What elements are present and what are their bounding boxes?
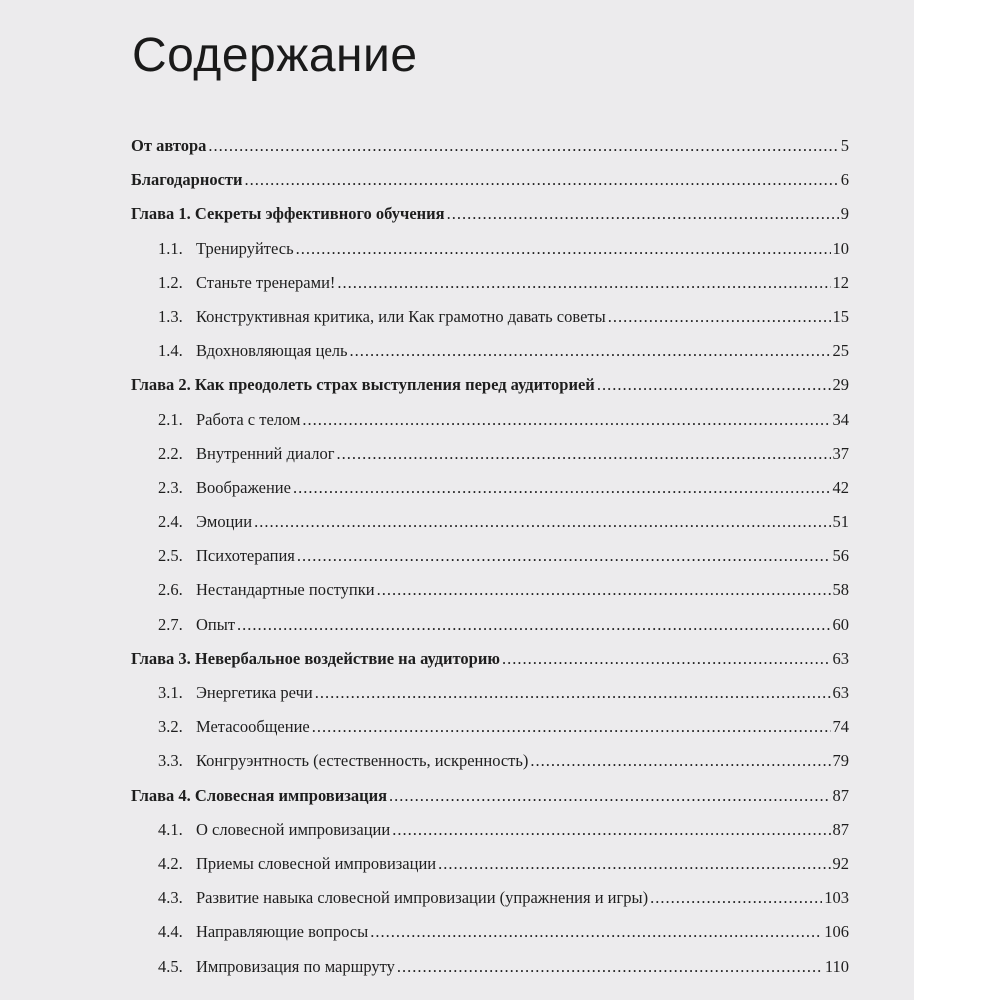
entry-title: Глава 2. Как преодолеть страх выступления перед аудиторией xyxy=(131,375,595,395)
toc-section-entry xyxy=(131,615,849,649)
toc-section-entry xyxy=(131,512,849,546)
dot-leader xyxy=(650,888,822,908)
table-of-contents xyxy=(131,136,849,991)
section-number: 4.4. xyxy=(158,922,183,942)
page-number: 34 xyxy=(832,409,849,429)
section-number: 2.2. xyxy=(158,443,183,463)
dot-leader xyxy=(297,546,831,566)
page-number: 10 xyxy=(832,238,849,258)
section-number: 3.2. xyxy=(158,717,183,737)
dot-leader xyxy=(254,512,830,532)
toc-chapter-entry xyxy=(131,786,849,820)
toc-section-entry xyxy=(131,957,849,991)
entry-title: Воображение xyxy=(196,477,291,497)
entry-title: О словесной импровизации xyxy=(196,819,391,839)
page-number: 58 xyxy=(832,580,849,600)
dot-leader xyxy=(447,204,839,224)
toc-chapter-entry xyxy=(131,649,849,683)
entry-title: Опыт xyxy=(196,614,236,634)
page-number: 63 xyxy=(832,683,849,702)
entry-title: Глава 1. Секреты эффективного обучения xyxy=(131,204,445,224)
entry-title: Глава 3. Невербальное воздействие на аудиторию xyxy=(131,648,500,668)
page-number: 92 xyxy=(832,853,849,873)
section-number: 1.2. xyxy=(158,272,183,292)
section-number: 4.1. xyxy=(158,819,183,839)
dot-leader xyxy=(392,820,830,840)
entry-title: Благодарности xyxy=(131,170,243,190)
entry-title: Работа с телом xyxy=(196,409,301,429)
toc-section-entry xyxy=(131,922,849,956)
entry-title: Метасообщение xyxy=(196,717,310,737)
toc-chapter-entry xyxy=(131,204,849,238)
dot-leader xyxy=(438,854,830,874)
page-number: 87 xyxy=(832,819,849,839)
toc-section-entry xyxy=(131,307,849,341)
page-number: 9 xyxy=(840,204,849,224)
entry-title: Эмоции xyxy=(196,512,253,532)
entry-title: Психотерапия xyxy=(196,546,295,566)
entry-title: Развитие навыка словесной импровизации (упражнения и игры) xyxy=(196,888,649,908)
page-number: 60 xyxy=(832,614,849,634)
toc-section-entry xyxy=(131,410,849,444)
page-number: 79 xyxy=(832,751,849,771)
entry-title: Глава 4. Словесная импровизация xyxy=(131,785,388,805)
entry-title: Конгруэнтность (естественность, искренность) xyxy=(196,751,529,771)
dot-leader xyxy=(350,341,831,361)
toc-section-entry xyxy=(131,341,849,375)
toc-section-entry xyxy=(131,683,849,717)
toc-section-entry xyxy=(131,546,849,580)
page-number: 25 xyxy=(832,341,849,361)
page-number: 15 xyxy=(832,306,849,326)
page-number: 37 xyxy=(832,443,849,463)
entry-title: Тренируйтесь xyxy=(196,238,294,258)
section-number: 2.4. xyxy=(158,512,183,532)
toc-section-entry xyxy=(131,444,849,478)
dot-leader xyxy=(312,717,831,737)
toc-chapter-entry xyxy=(131,375,849,409)
entry-title: Внутренний диалог xyxy=(196,443,335,463)
dot-leader xyxy=(597,375,831,395)
dot-leader xyxy=(370,922,822,942)
dot-leader xyxy=(608,307,831,327)
toc-section-entry xyxy=(131,717,849,751)
entry-title: Импровизация по маршруту xyxy=(196,956,395,976)
section-number: 1.4. xyxy=(158,341,183,361)
section-number: 3.3. xyxy=(158,751,183,771)
section-number: 1.3. xyxy=(158,306,183,326)
toc-section-entry xyxy=(131,478,849,512)
page-number: 103 xyxy=(824,888,849,908)
entry-title: Приемы словесной импровизации xyxy=(196,853,437,873)
entry-title: Нестандартные поступки xyxy=(196,580,375,600)
section-number: 2.6. xyxy=(158,580,183,600)
toc-section-entry xyxy=(131,854,849,888)
section-number: 2.5. xyxy=(158,546,183,566)
dot-leader xyxy=(296,239,831,259)
section-number: 4.3. xyxy=(158,888,183,908)
dot-leader xyxy=(293,478,831,498)
page-number: 42 xyxy=(832,477,849,497)
dot-leader xyxy=(337,273,830,293)
page-number: 5 xyxy=(840,136,849,155)
dot-leader xyxy=(502,649,831,669)
page-number: 74 xyxy=(832,717,849,737)
entry-title: Вдохновляющая цель xyxy=(196,341,348,361)
section-number: 2.7. xyxy=(158,614,183,634)
section-number: 4.5. xyxy=(158,956,183,976)
page-number: 63 xyxy=(832,648,849,668)
toc-chapter-entry xyxy=(131,136,849,170)
toc-chapter-entry xyxy=(131,170,849,204)
section-number: 2.3. xyxy=(158,477,183,497)
dot-leader xyxy=(245,170,839,190)
toc-section-entry xyxy=(131,888,849,922)
page-title: Содержание xyxy=(132,29,418,82)
dot-leader xyxy=(237,615,830,635)
page-number: 12 xyxy=(832,272,849,292)
toc-section-entry xyxy=(131,239,849,273)
page-number: 87 xyxy=(832,785,849,805)
entry-title: Конструктивная критика, или Как грамотно давать советы xyxy=(196,306,606,326)
section-number: 1.1. xyxy=(158,238,183,258)
entry-title: Станьте тренерами! xyxy=(196,272,336,292)
entry-title: Направляющие вопросы xyxy=(196,922,369,942)
entry-title: Энергетика речи xyxy=(196,683,313,702)
section-number: 2.1. xyxy=(158,409,183,429)
toc-section-entry xyxy=(131,820,849,854)
toc-section-entry xyxy=(131,751,849,785)
dot-leader xyxy=(315,683,831,703)
section-number: 4.2. xyxy=(158,853,183,873)
section-number: 3.1. xyxy=(158,683,183,702)
page-number: 56 xyxy=(832,546,849,566)
dot-leader xyxy=(530,751,830,771)
toc-section-entry xyxy=(131,580,849,614)
page-number: 106 xyxy=(824,922,849,942)
entry-title: От автора xyxy=(131,136,207,155)
dot-leader xyxy=(302,410,830,430)
dot-leader xyxy=(377,580,831,600)
page-number: 6 xyxy=(840,170,849,190)
page-number: 110 xyxy=(824,956,849,976)
page-number: 51 xyxy=(832,512,849,532)
dot-leader xyxy=(336,444,830,464)
page-number: 29 xyxy=(832,375,849,395)
dot-leader xyxy=(397,957,823,977)
dot-leader xyxy=(208,136,838,156)
dot-leader xyxy=(389,786,830,806)
toc-section-entry xyxy=(131,273,849,307)
